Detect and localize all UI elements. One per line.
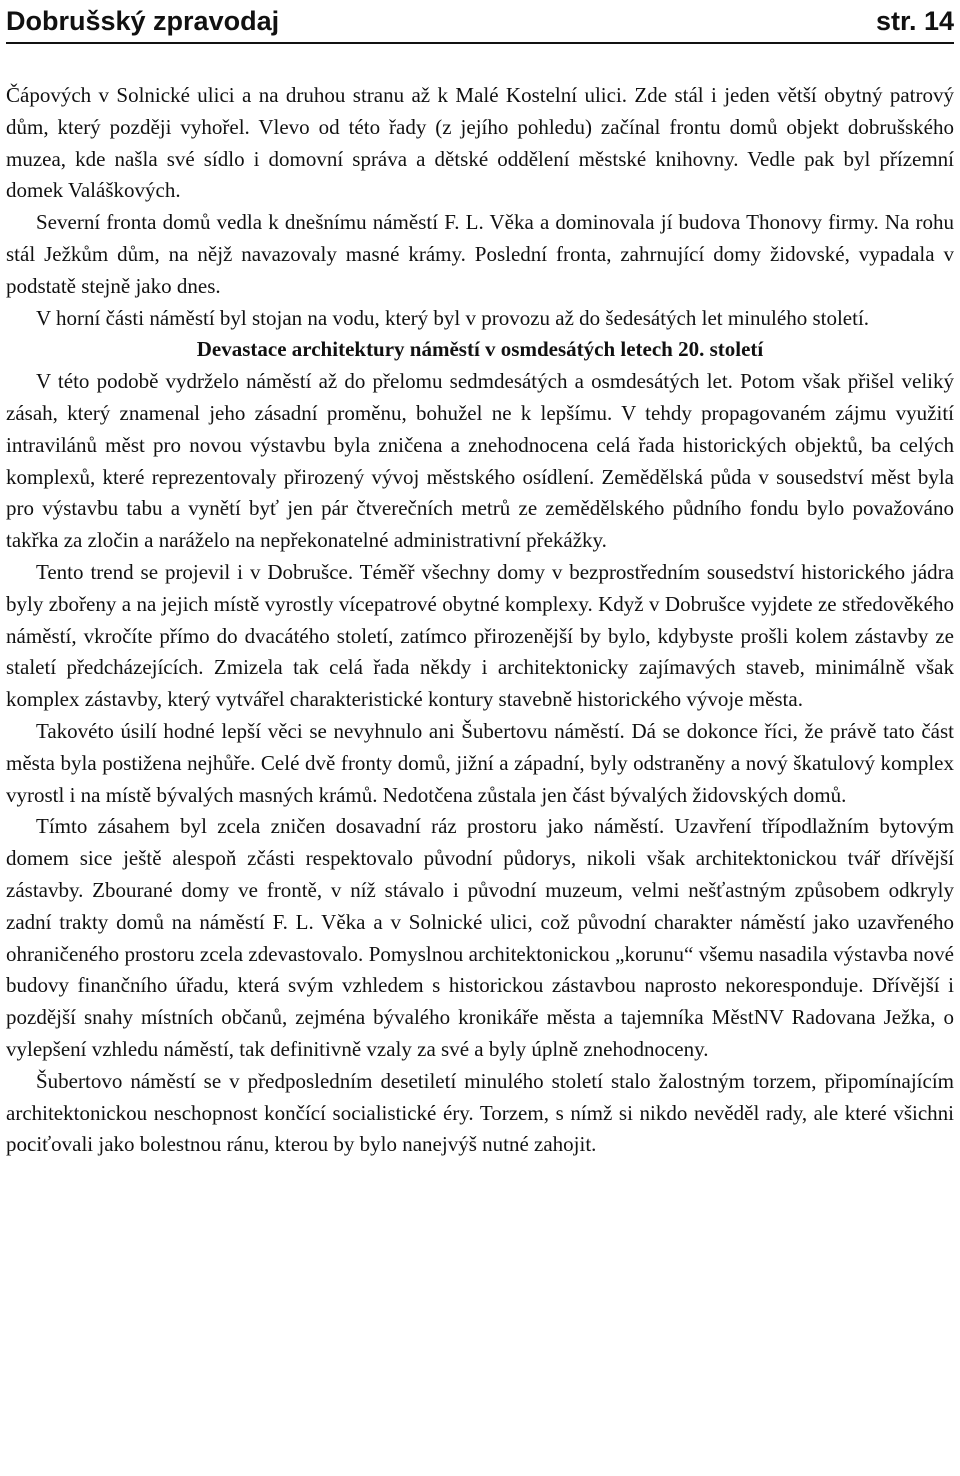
paragraph-5: Tento trend se projevil i v Dobrušce. Téměř všechny domy v bezprostředním sousedství historického jádra byly zbořeny a na jejich místě vyrostly vícepatrové obytné komplexy. Když v Dobrušce vyjdete ze středověkého náměstí, vkročíte přímo do dvacátého století, zatímco přirozenější by bylo, kdybyste prošli kolem zástavby ze staletí předcházejících. Zmizela tak celá řada někdy i architektonicky zajímavých staveb, minimálně však komplex zástavby, který vytvářel charakteristické kontury stavebně historického vývoje města.	[6, 559, 954, 712]
paragraph-4: V této podobě vydrželo náměstí až do přelomu sedmdesátých a osmdesátých let. Potom však přišel veliký zásah, který znamenal jeho zásadní proměnu, bohužel ne k lepšímu. V tehdy propagovaném zájmu využití intravilánů měst pro novou výstavbu byla zničena a znehodnocena celá řada historických objektů, ba celých komplexů, které reprezentovaly přirozený vývoj městského osídlení. Zemědělská půda v sousedství měst byla pro výstavbu tabu a vynětí byť jen pár čtverečních metrů ze zemědělského půdního fondu bylo považováno takřka za zločin a naráželo na nepřekonatelné administrativní překážky.	[6, 369, 954, 553]
page-header	[6, 0, 954, 44]
section-heading: Devastace architektury náměstí v osmdesátých letech 20. století	[196, 337, 764, 362]
page-number: str. 14	[875, 5, 954, 36]
paragraph-8: Šubertovo náměstí se v předposledním desetiletí minulého století stalo žalostným torzem, připomínajícím architektonickou neschopnost končící socialistické éry. Torzem, s nímž si nikdo nevěděl rady, ale které všichni pociťovali jako bolestnou ránu, kterou by bylo nanejvýš nutné zahojit.	[6, 1068, 954, 1157]
paragraph-3: V horní části náměstí byl stojan na vodu, který byl v provozu až do šedesátých let minulého století.	[36, 305, 870, 330]
article-body	[6, 80, 954, 1161]
publication-title: Dobrušský zpravodaj	[6, 5, 280, 36]
paragraph-7: Tímto zásahem byl zcela zničen dosavadní ráz prostoru jako náměstí. Uzavření třípodlažním bytovým domem sice ještě alespoň zčásti respektovalo původní půdorys, nikoli však architektonickou tvář dřívější zástavby. Zbourané domy ve frontě, v níž stávalo i původní muzeum, velmi nešťastným způsobem odkryly zadní trakty domů na náměstí F. L. Věka a v Solnické ulici, což původní charakter náměstí jako uzavřeného ohraničeného prostoru zcela zdevastovalo. Pomyslnou architektonickou „korunu“ všemu nasadila výstavba nové budovy finančního úřadu, která svým vzhledem s historickou zástavbou naprosto nekoresponduje. Dřívější i pozdější snahy místních občanů, zejména bývalého kronikáře města a tajemníka MěstNV Radovana Ježka, o vylepšení vzhledu náměstí, tak definitivně vzaly za své a byly úplně znehodnoceny.	[6, 814, 954, 1061]
paragraph-6: Takovéto úsilí hodné lepší věci se nevyhnulo ani Šubertovu náměstí. Dá se dokonce říci, že právě tato část města byla postižena nejhůře. Celé dvě fronty domů, jižní a západní, byly odstraněny a nový škatulový komplex vyrostl i na místě bývalých masných krámů. Nedotčena zůstala jen část bývalých židovských domů.	[6, 718, 954, 807]
paragraph-1: Čápových v Solnické ulici a na druhou stranu až k Malé Kostelní ulici. Zde stál i jeden větší obytný patrový dům, který později vyhořel. Vlevo od této řady (z jejího pohledu) začínal frontu domů objekt dobrušského muzea, kde našla své sídlo i domovní správa a dětské oddělení městské knihovny. Vedle pak byl přízemní domek Valáškových.	[6, 83, 954, 203]
paragraph-2: Severní fronta domů vedla k dnešnímu náměstí F. L. Věka a dominovala jí budova Thonovy firmy. Na rohu stál Ježkům dům, na nějž navazovaly masné krámy. Poslední fronta, zahrnující domy židovské, vypadala v podstatě stejně jako dnes.	[6, 210, 954, 298]
